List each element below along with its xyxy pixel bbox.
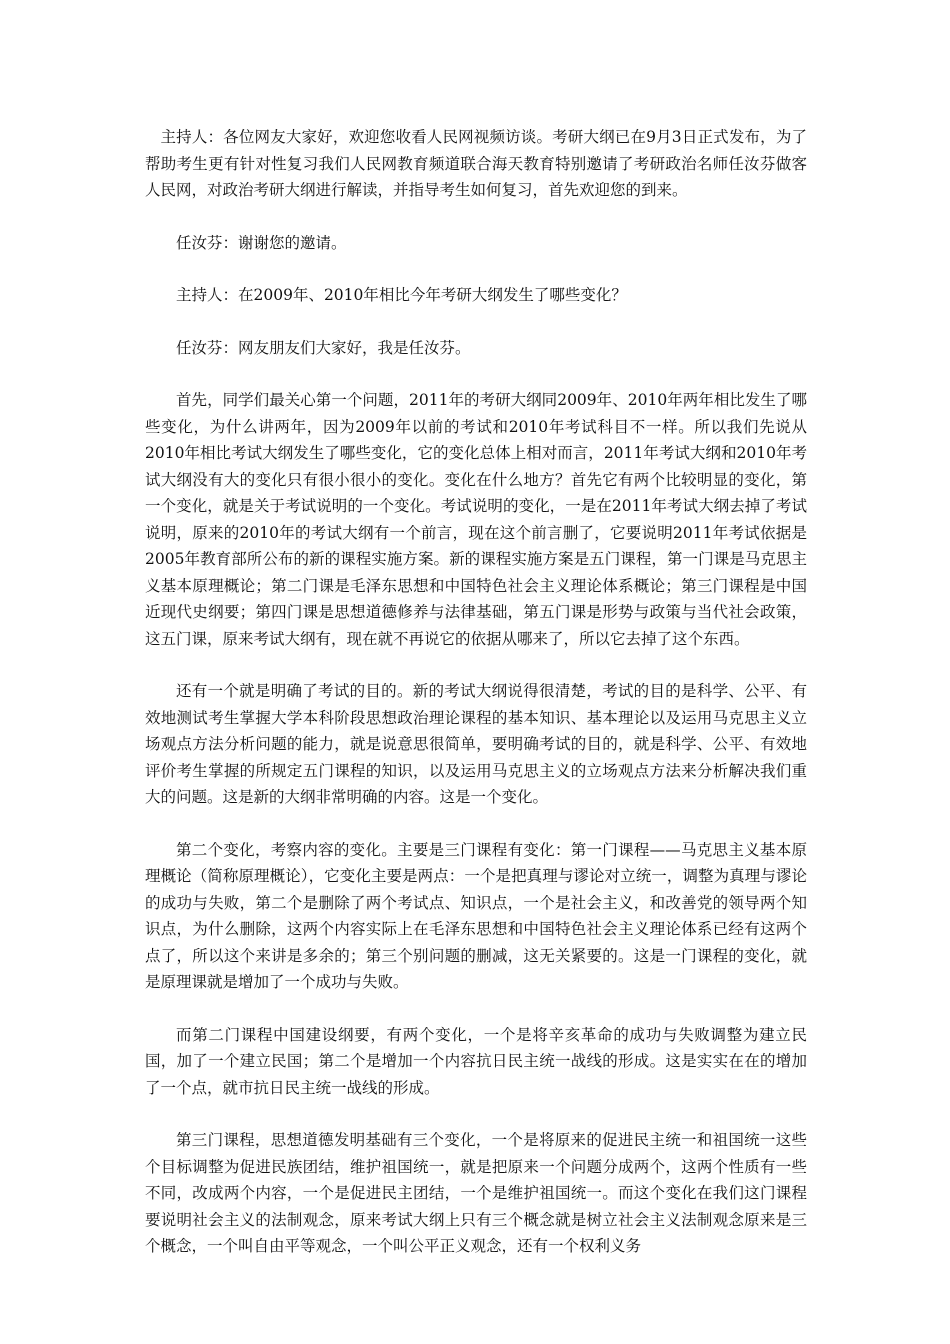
paragraph-host-intro: 主持人：各位网友大家好，欢迎您收看人民网视频访谈。考研大纲已在9月3日正式发布，为了帮助考生更有针对性复习我们人民网教育频道联合海天教育特别邀请了考研政治名师任汝芬做客人民网，对政治考研大纲进行解读，并指导考生如何复习，首先欢迎您的到来。 bbox=[145, 128, 807, 199]
paragraph-second-change: 第二个变化，考察内容的变化。主要是三门课程有变化：第一门课程——马克思主义基本原理概论（简称原理概论），它变化主要是两点：一个是把真理与谬论对立统一，调整为真理与谬论的成功与失败，第二个是删除了两个考试点、知识点，一个是社会主义，和改善党的领导两个知识点，为什么删除，这两个内容实际上在毛泽东思想和中国特色社会主义理论体系已经有这两个点了，所以这个来讲是多余的；第三个别问题的删减，这无关紧要的。这是一门课程的变化，就是原理课就是增加了一个成功与失败。 bbox=[145, 840, 807, 991]
document-body bbox=[145, 124, 807, 1260]
paragraph-exam-purpose: 还有一个就是明确了考试的目的。新的考试大纲说得很清楚，考试的目的是科学、公平、有效地测试考生掌握大学本科阶段思想政治理论课程的基本知识、基本理论以及运用马克思主义立场观点方法分析问题的能力，就是说意思很简单，要明确考试的目的，就是科学、公平、有效地评价考生掌握的所规定五门课程的知识，以及运用马克思主义的立场观点方法来分析解决我们重大的问题。这是新的大纲非常明确的内容。这是一个变化。 bbox=[145, 682, 807, 806]
paragraph-second-course: 而第二门课程中国建设纲要，有两个变化，一个是将辛亥革命的成功与失败调整为建立民国，加了一个建立民国；第二个是增加一个内容抗日民主统一战线的形成。这是实实在在的增加了一个点，就市抗日民主统一战线的形成。 bbox=[145, 1025, 807, 1097]
paragraph-first-change: 首先，同学们最关心第一个问题，2011年的考研大纲同2009年、2010年两年相比发生了哪些变化，为什么讲两年，因为2009年以前的考试和2010年考试科目不一样。所以我们先说从2010年相比考试大纲发生了哪些变化，它的变化总体上相对而言，2011年考试大纲和2010年考试大纲没有大的变化只有很小很小的变化。变化在什么地方？首先它有两个比较明显的变化，第一个变化，就是关于考试说明的一个变化。考试说明的变化，一是在2011年考试大纲去掉了考试说明，原来的2010年的考试大纲有一个前言，现在这个前言删了，它要说明2011年考试依据是2005年教育部所公布的新的课程实施方案。新的课程实施方案是五门课程，第一门课是马克思主义基本原理概论；第二门课是毛泽东思想和中国特色社会主义理论体系概论；第三门课程是中国近现代史纲要；第四门课是思想道德修养与法律基础，第五门课是形势与政策与当代社会政策，这五门课，原来考试大纲有，现在就不再说它的依据从哪来了，所以它去掉了这个东西。 bbox=[145, 391, 807, 648]
paragraph-guest-thanks: 任汝芬：谢谢您的邀请。 bbox=[176, 233, 347, 252]
paragraph-third-course: 第三门课程，思想道德发明基础有三个变化，一个是将原来的促进民主统一和祖国统一这些个目标调整为促进民族团结，维护祖国统一，就是把原来一个问题分成两个，这两个性质有一些不同，改成两个内容，一个是促进民主团结，一个是维护祖国统一。而这个变化在我们这门课程要说明社会主义的法制观念，原来考试大纲上只有三个概念就是树立社会主义法制观念原来是三个概念，一个叫自由平等观念，一个叫公平正义观念，还有一个权利义务 bbox=[145, 1131, 807, 1255]
paragraph-guest-greeting: 任汝芬：网友朋友们大家好，我是任汝芬。 bbox=[176, 338, 471, 357]
paragraph-host-question: 主持人：在2009年、2010年相比今年考研大纲发生了哪些变化？ bbox=[176, 286, 627, 304]
